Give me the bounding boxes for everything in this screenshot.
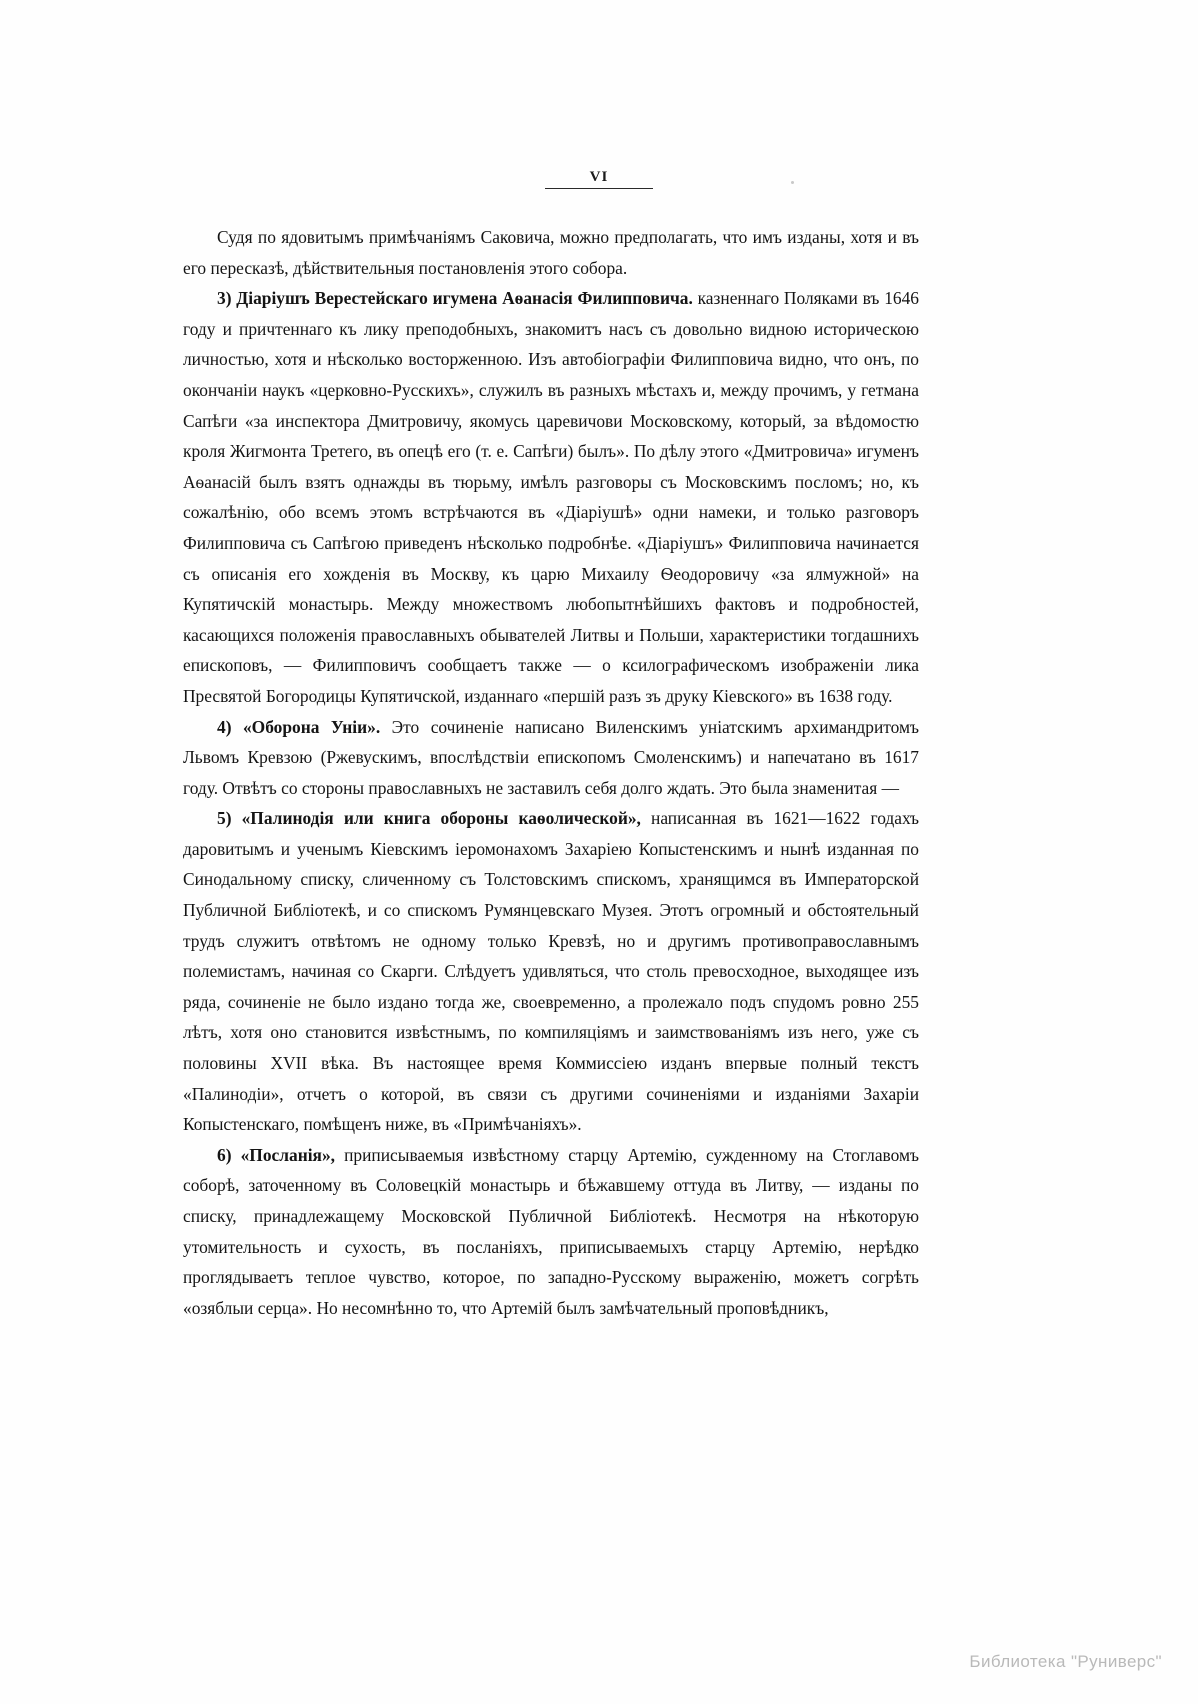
paragraph-item-5 bbox=[183, 803, 919, 1140]
paragraph-item-6 bbox=[183, 1140, 919, 1324]
library-watermark: Библиотека "Руниверс" bbox=[969, 1652, 1162, 1671]
paragraph-text: Судя по ядовитымъ примѣчаніямъ Саковича, можно предполагать, что имъ изданы, хотя и въ его пересказѣ, дѣйствительныя постановленія этого собора. bbox=[183, 227, 919, 278]
paragraph-text-6: приписываемыя извѣстному старцу Артемію, сужденному на Стоглавомъ соборѣ, заточенному въ Соловецкій монастырь и бѣжавшему оттуда въ Литву, — изданы по списку, принадлежащему Московской Публичной Библіотекѣ. Несмотря на нѣкоторую утомительность и сухость, въ посланіяхъ, приписываемыхъ старцу Артемію, нерѣдко проглядываетъ теплое чувство, которое, по западно-Русскому выраженію, можетъ согрѣть «озяблыи серца». Но несомнѣнно то, что Артемій былъ замѣчательный проповѣдникъ, bbox=[183, 1144, 919, 1318]
paragraph-text-3: казненнаго Поляками въ 1646 году и причтеннаго къ лику преподобныхъ, знакомитъ насъ съ довольно видною историческою личностью, хотя и нѣсколько восторженною. Изъ автобіографіи Филипповича видно, что онъ, по окончаніи наукъ «церковно-Русскихъ», служилъ въ разныхъ мѣстахъ и, между прочимъ, у гетмана Сапѣги «за инспектора Дмитровичу, якомусь царевичови Московскому, который, за вѣдомостю кроля Жигмонта Третего, въ опецѣ его (т. е. Сапѣги) былъ». По дѣлу этого «Дмитровича» игуменъ Аѳанасій былъ взятъ однажды въ тюрьму, имѣлъ разговоры съ Московскимъ посломъ; но, къ сожалѣнію, обо всемъ этомъ встрѣчаются въ «Діаріушѣ» одни намеки, и только разговоръ Филипповича съ Сапѣгою приведенъ нѣсколько подробнѣе. «Діаріушъ» Филипповича начинается съ описанія его хожденія въ Москву, къ царю Михаилу Ѳеодоровичу «за ялмужной» на Купятичскій монастырь. Между множествомъ любопытнѣйшихъ фактовъ и подробностей, касающихся положенія православныхъ обывателей Литвы и Польши, характеристики тогдашнихъ епископовъ, — Филипповичъ сообщаетъ также — о ксилографическомъ изображеніи лика Пресвятой Богородицы Купятичской, изданнаго «першій разъ зъ друку Кіевского» въ 1638 году. bbox=[183, 288, 919, 706]
paragraph-text-5: написанная въ 1621—1622 годахъ даровитымъ и ученымъ Кіевскимъ іеромонахомъ Захаріею Копыстенскимъ и нынѣ изданная по Синодальному списку, сличенному съ Толстовскимъ спискомъ, хранящимся въ Императорской Публичной Библіотекѣ, и со спискомъ Румянцевскаго Музея. Этотъ огромный и обстоятельный трудъ служитъ отвѣтомъ не одному только Кревзѣ, но и другимъ противоправославнымъ полемистамъ, начиная со Скарги. Слѣдуетъ удивляться, что столь превосходное, выходящее изъ ряда, сочиненіе не было издано тогда же, своевременно, а пролежало подъ спудомъ ровно 255 лѣтъ, хотя оно становится извѣстнымъ, по компиляціямъ и заимствованіямъ изъ него, уже съ половины XVII вѣка. Въ настоящее время Коммиссіею изданъ впервые полный текстъ «Палинодіи», отчетъ о которой, въ связи съ другими сочиненіями и изданіями Захаріи Копыстенскаго, помѣщенъ ниже, въ «Примѣчаніяхъ». bbox=[183, 808, 919, 1135]
paragraph-lead-5: 5) «Палинодія или книга обороны каѳолической», bbox=[217, 808, 641, 829]
page-body-text bbox=[183, 222, 919, 1323]
paragraph-text-4: Это сочиненіе написано Виленскимъ уніатскимъ архимандритомъ Львомъ Кревзою (Ржевускимъ, впослѣдствіи епископомъ Смоленскимъ) и напечатано въ 1617 году. Отвѣтъ со стороны православныхъ не заставилъ себя долго ждать. Это была знаменитая — bbox=[183, 716, 919, 798]
page-number: VI bbox=[545, 169, 653, 189]
paragraph-item-4 bbox=[183, 712, 919, 804]
paragraph-sakovich bbox=[183, 222, 919, 283]
page-number-container bbox=[0, 168, 1198, 189]
paragraph-lead-6: 6) «Посланія», bbox=[217, 1144, 335, 1165]
paragraph-item-3 bbox=[183, 283, 919, 711]
paragraph-lead-3: 3) Діаріушъ Верестейскаго игумена Аѳанасія Филипповича. bbox=[217, 288, 693, 309]
paragraph-lead-4: 4) «Оборона Уніи». bbox=[217, 716, 381, 737]
